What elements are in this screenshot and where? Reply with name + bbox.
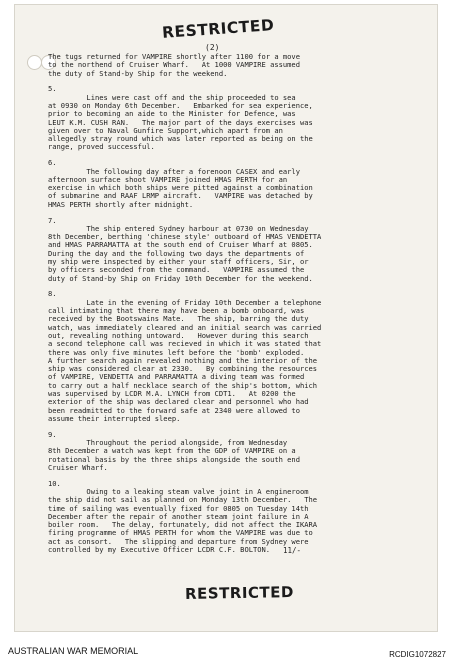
paragraph-line: watch, was immediately cleared and an initial search was carried — [48, 322, 322, 332]
paragraph-line: my ship were inspected by either your staff officers, Sir, or — [48, 257, 309, 267]
paragraph — [48, 290, 398, 423]
paragraph-number: 5. — [48, 84, 57, 94]
paragraph-line: to carry out a half necklace search of the ship's bottom, which — [48, 380, 318, 390]
paragraph-line: of submarine and RAAF LRMP aircraft. VAMPIRE was detached by — [48, 191, 313, 201]
paragraph-line: Lines were cast off and the ship proceeded to sea — [48, 92, 296, 102]
paragraph — [48, 85, 398, 151]
paragraph-line: there was only five minutes left before the 'bomb' exploded. — [48, 347, 305, 357]
paragraph-line: out, revealing nothing untoward. However during this search — [48, 330, 309, 340]
paragraph-line: Late in the evening of Friday 10th December a telephone — [48, 297, 322, 307]
paragraph-line: and HMAS PARRAMATTA at the south end of Cruiser Wharf at 0805. — [48, 240, 313, 250]
paragraph-number: 6. — [48, 158, 57, 168]
classification-stamp-bottom: RESTRICTED — [184, 583, 295, 603]
paragraph-line: given over to Naval Gunfire Support,which apart from an — [48, 125, 283, 135]
paragraph-line: prior to becoming an aide to the Minister for Defence, was — [48, 109, 296, 119]
reference-id: RCDIG1072827 — [389, 650, 446, 659]
paragraph-number: 9. — [48, 429, 57, 439]
paragraph-line: of VAMPIRE, VENDETTA and PARRAMATTA a diving team was formed — [48, 372, 305, 382]
paragraph-line: 8th December, berthing 'chinese style' outboard of HMAS VENDETTA — [48, 232, 322, 242]
paragraph-line: assume their interrupted sleep. — [48, 413, 181, 423]
paragraph-line: call intimating that there may have been a bomb onboard, was — [48, 306, 305, 316]
paragraph — [48, 217, 398, 283]
paragraph-line: at 0930 on Monday 6th December. Embarked for sea experience, — [48, 100, 313, 110]
paragraph-line: was supervised by LCDR M.A. LYNCH from CDT1. At 0200 the — [48, 388, 296, 398]
paragraph-line: LEUT K.M. CUSH RAN. The major part of the days exercises was — [48, 117, 313, 127]
continuation-marker: 11/- — [283, 546, 302, 555]
paragraph-line: time of sailing was eventually fixed for 0805 on Tuesday 14th — [48, 503, 309, 513]
paragraph — [48, 53, 398, 78]
punch-hole — [27, 55, 42, 70]
paragraph-line: During the day and the following two days the departments of — [48, 248, 305, 258]
paragraph-line: allegedly stray round which was later reported as being on the — [48, 134, 313, 144]
paragraph-line: boiler room. The delay, fortunately, did not affect the IKARA — [48, 520, 318, 530]
paragraph-line: afternoon surface shoot VAMPIRE joined HMAS PERTH for an — [48, 174, 288, 184]
paragraph-number: 7. — [48, 215, 57, 225]
paragraph-number: 10. — [48, 478, 61, 488]
source-caption: AUSTRALIAN WAR MEMORIAL — [8, 646, 139, 656]
page-number: (2) — [205, 43, 220, 52]
classification-stamp-top: RESTRICTED — [161, 16, 275, 42]
paragraph-line: to the northend of Cruiser Wharf. At 1000 VAMPIRE assumed — [48, 60, 300, 70]
paragraph-line: controlled by my Executive Officer LCDR C.F. BOLTON. — [48, 545, 271, 555]
paragraph-line: a second telephone call was recieved in which it was stated that — [48, 339, 322, 349]
paragraph-line: the duty of Stand-by Ship for the weekend. — [48, 68, 228, 78]
paragraph — [48, 159, 398, 209]
paragraph — [48, 431, 398, 472]
paragraph-line: Cruiser Wharf. — [48, 462, 108, 472]
paragraph-line: act as consort. The slipping and departure from Sydney were — [48, 536, 309, 546]
paragraph-line: The tugs returned for VAMPIRE shortly after 1100 for a move — [48, 52, 300, 61]
paragraph-line: rotational basis by the three ships alongside the south end — [48, 454, 300, 464]
paragraph-line: exterior of the ship was declared clear and personnel who had — [48, 397, 309, 407]
paragraph — [48, 480, 398, 555]
paragraph-number: 8. — [48, 289, 57, 299]
paragraph-line: duty of Stand-by Ship on Friday 10th December for the weekend. — [48, 273, 313, 283]
paragraph-line: by officers seconded from the command. VAMPIRE assumed the — [48, 265, 305, 275]
paragraph-line: Owing to a leaking steam valve joint in A engineroom — [48, 486, 309, 496]
paragraph-line: Throughout the period alongside, from Wednesday — [48, 437, 288, 447]
paragraph-line: The ship entered Sydney harbour at 0730 on Wednesday — [48, 223, 309, 233]
paragraph-line: 8th December a watch was kept from the GDP of VAMPIRE on a — [48, 446, 296, 456]
paragraph-line: exercise in which both ships were pitted against a combination — [48, 183, 313, 193]
paragraph-line: range, proved successful. — [48, 142, 155, 152]
paragraph-line: firing programme of HMAS PERTH for whom the VAMPIRE was due to — [48, 528, 313, 538]
paragraph-line: been readmitted to the forward safe at 2340 were allowed to — [48, 405, 300, 415]
paragraph-line: December after the repair of another steam joint failure in A — [48, 511, 309, 521]
paragraph-line: The following day after a forenoon CASEX and early — [48, 166, 300, 176]
paragraph-line: received by the Bootswains Mate. The ship, barring the duty — [48, 314, 309, 324]
paragraph-line: A further search again revealed nothing and the interior of the — [48, 355, 318, 365]
paragraph-line: HMAS PERTH shortly after midnight. — [48, 199, 194, 209]
paragraph-line: the ship did not sail as planned on Monday 13th December. The — [48, 495, 318, 505]
paragraph-line: ship was considered clear at 2330. By combining the resources — [48, 364, 318, 374]
document-body — [48, 53, 398, 562]
